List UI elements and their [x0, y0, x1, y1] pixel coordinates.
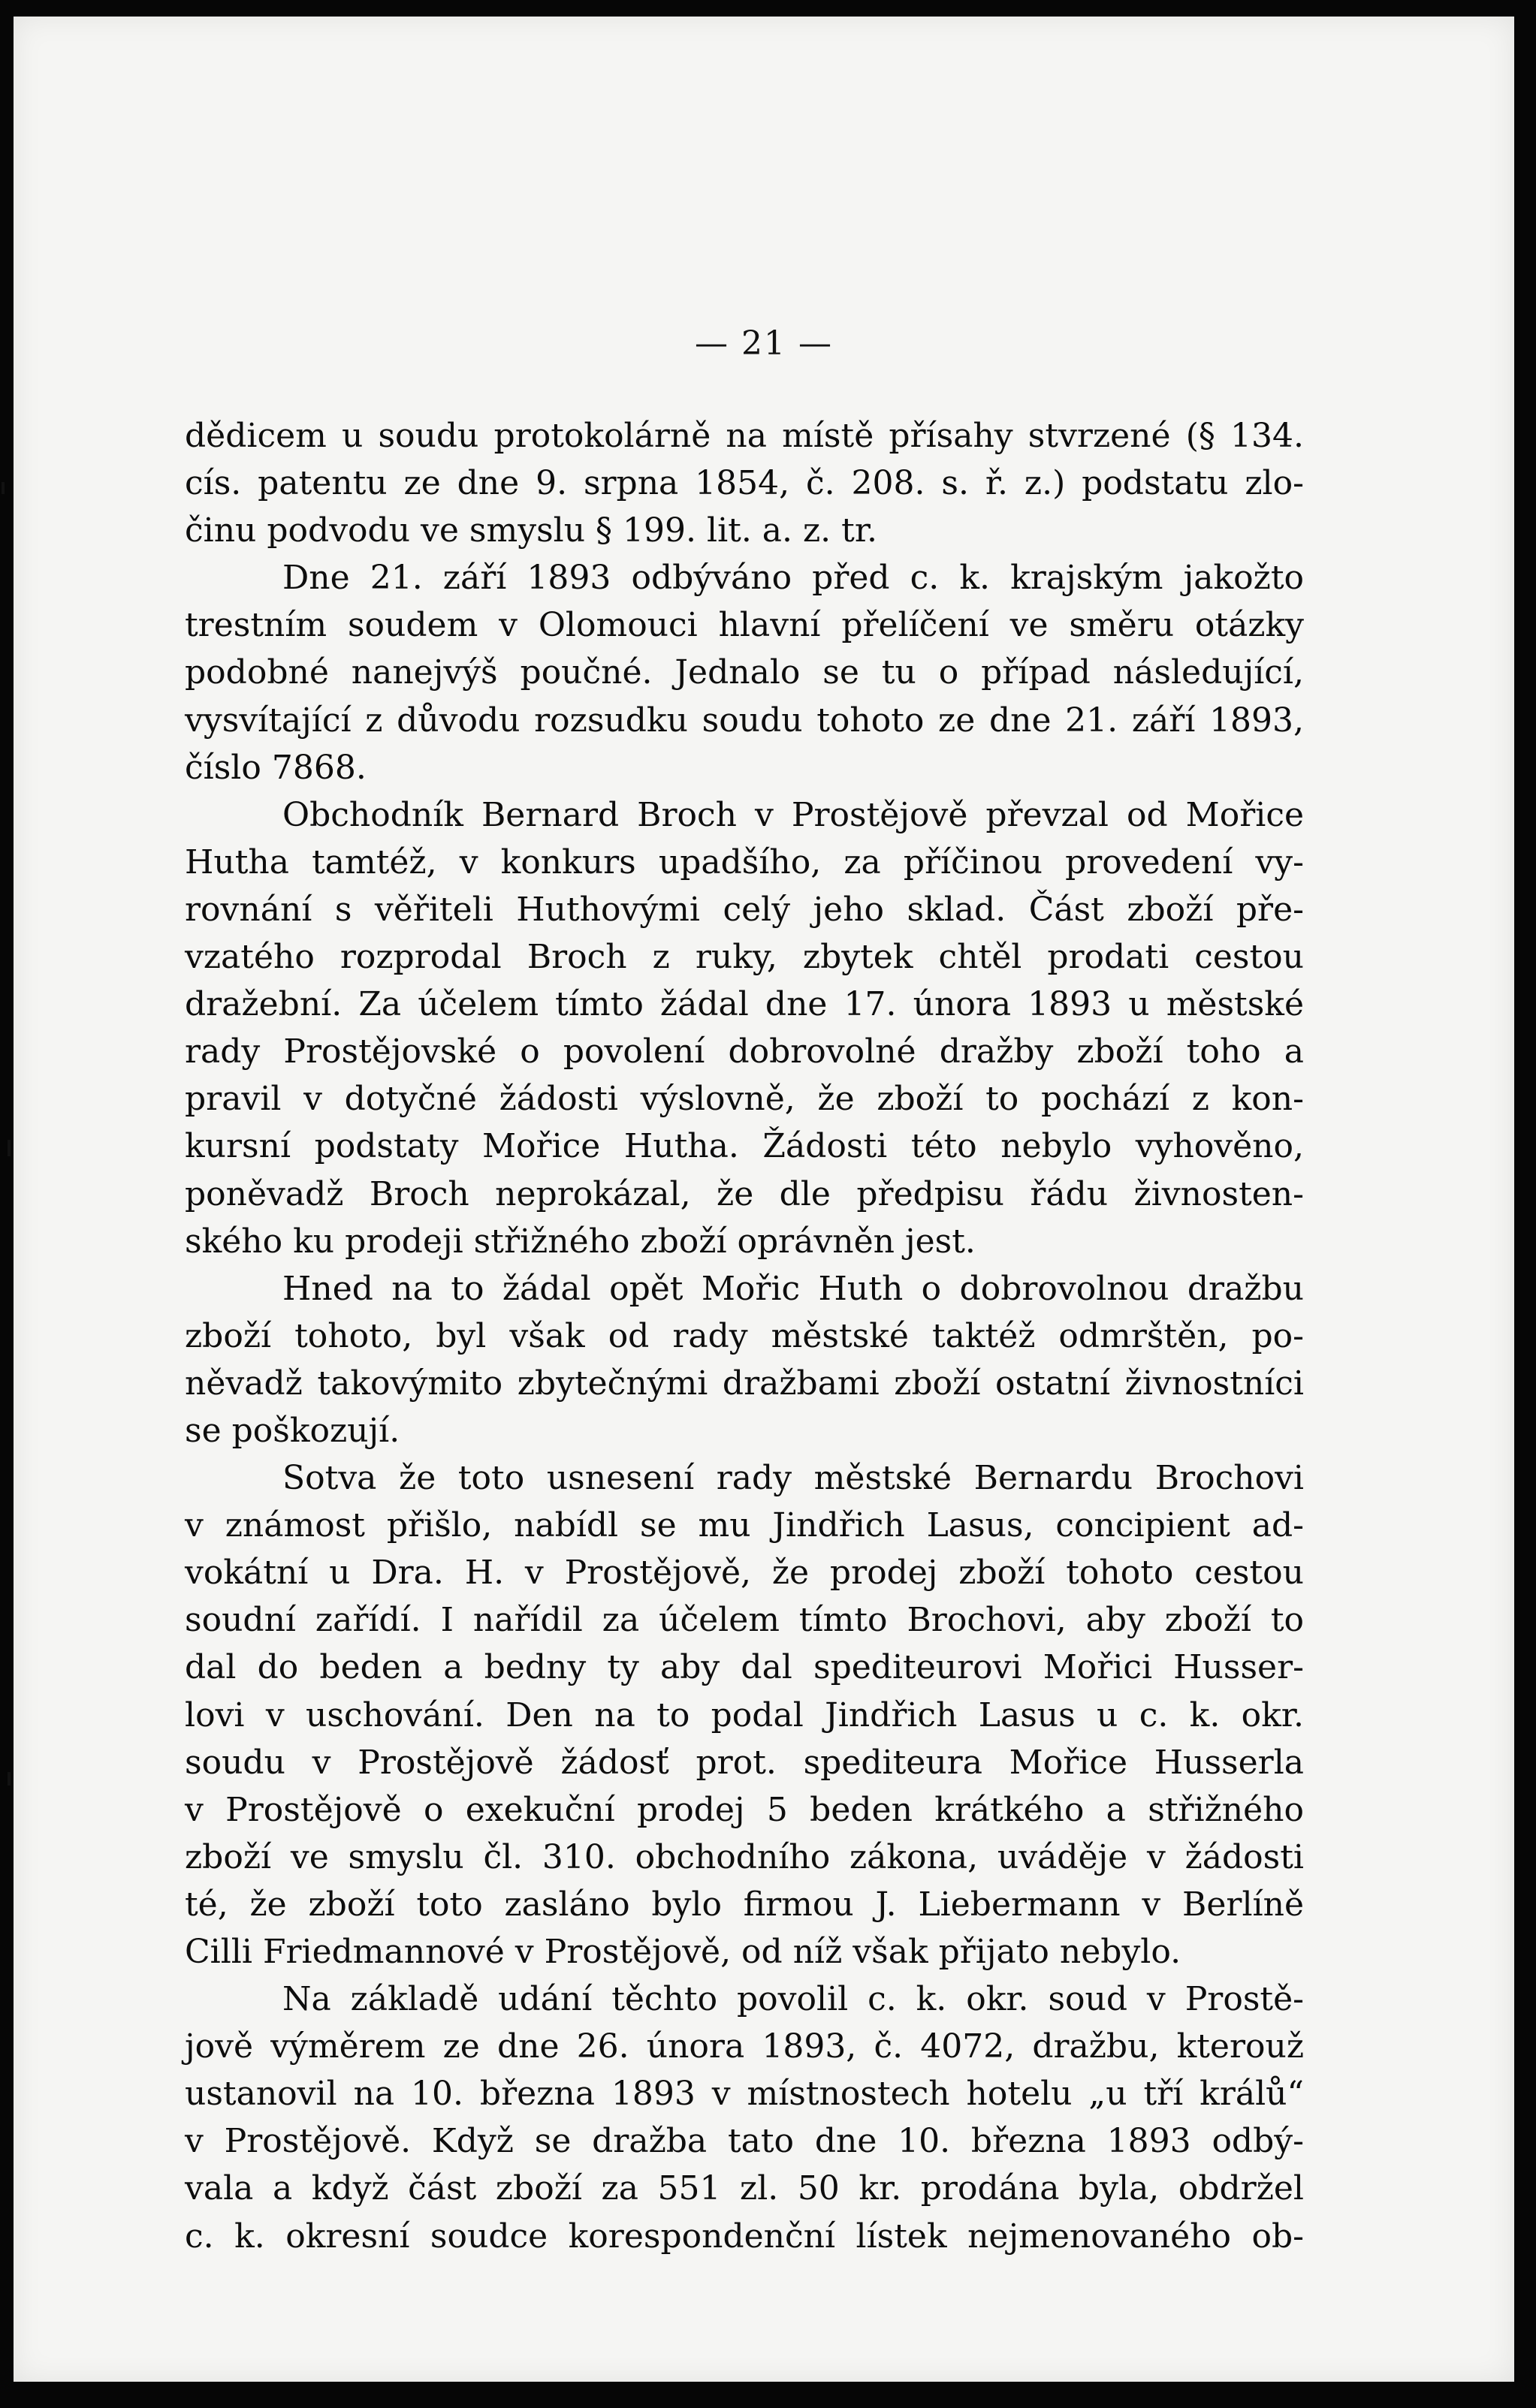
text-line: rady Prostějovské o povolení dobrovolné dražby zboží toho a	[185, 1032, 1304, 1071]
text-line: soudu v Prostějově žádosť prot. spediteura Mořice Husserla	[185, 1743, 1304, 1782]
text-line: v Prostějově o exekuční prodej 5 beden krátkého a střižného	[185, 1790, 1304, 1829]
text-line: Hned na to žádal opět Mořic Huth o dobrovolnou dražbu	[282, 1269, 1304, 1308]
margin-mark	[2, 482, 5, 494]
text-line: dědicem u soudu protokolárně na místě přísahy stvrzené (§ 134.	[185, 417, 1304, 455]
paragraph	[185, 1454, 1304, 1976]
text-line: Dne 21. září 1893 odbýváno před c. k. krajským jakožto	[282, 559, 1304, 598]
text-line: poněvadž Broch neprokázal, že dle předpisu řádu živnosten-	[185, 1174, 1304, 1213]
text-line: soudní zařídí. I nařídil za účelem tímto Brochovi, aby zboží to	[185, 1601, 1304, 1640]
text-line: vokátní u Dra. H. v Prostějově, že prodej zboží tohoto cestou	[185, 1554, 1304, 1593]
paragraph	[185, 791, 1304, 1265]
text-line: trestním soudem v Olomouci hlavní přelíčení ve směru otázky	[185, 606, 1304, 645]
text-line: něvadž takovýmito zbytečnými dražbami zboží ostatní živnostníci	[185, 1364, 1304, 1403]
text-line: Sotva že toto usnesení rady městské Bernardu Brochovi	[282, 1459, 1304, 1498]
text-line: v známost přišlo, nabídl se mu Jindřich Lasus, concipient ad-	[185, 1506, 1304, 1545]
text-line: rovnání s věřiteli Huthovými celý jeho sklad. Část zboží pře-	[185, 890, 1304, 929]
text-line: pravil v dotyčné žádosti výslovně, že zboží to pochází z kon-	[185, 1080, 1304, 1119]
page-number: — 21 —	[695, 324, 833, 363]
text-line: vzatého rozprodal Broch z ruky, zbytek chtěl prodati cestou	[185, 938, 1304, 977]
text-line: ustanovil na 10. března 1893 v místnostech hotelu „u tří králů“	[185, 2075, 1304, 2114]
margin-mark	[8, 1772, 11, 1786]
text-line: zboží ve smyslu čl. 310. obchodního zákona, uváděje v žádosti	[185, 1837, 1304, 1876]
paragraph	[185, 554, 1304, 791]
text-line: té, že zboží toto zasláno bylo firmou J. Liebermann v Berlíně	[185, 1885, 1304, 1924]
paragraph	[185, 1265, 1304, 1454]
book-page	[14, 17, 1514, 2382]
text-line: cís. patentu ze dne 9. srpna 1854, č. 208. s. ř. z.) podstatu zlo-	[185, 464, 1304, 503]
text-line: kursní podstaty Mořice Hutha. Žádosti této nebylo vyhověno,	[185, 1127, 1304, 1166]
text-line: dražební. Za účelem tímto žádal dne 17. února 1893 u městské	[185, 985, 1304, 1024]
paragraph	[185, 1976, 1304, 2260]
text-line: ského ku prodeji střižného zboží oprávněn jest.	[185, 1222, 976, 1261]
text-line: zboží tohoto, byl však od rady městské taktéž odmrštěn, po-	[185, 1316, 1304, 1355]
text-line: podobné nanejvýš poučné. Jednalo se tu o případ následující,	[185, 653, 1304, 692]
margin-mark	[8, 1140, 11, 1156]
text-line: jově výměrem ze dne 26. února 1893, č. 4072, dražbu, kterouž	[185, 2027, 1304, 2066]
text-line: v Prostějově. Když se dražba tato dne 10. března 1893 odbý-	[185, 2122, 1304, 2161]
text-line: činu podvodu ve smyslu § 199. lit. a. z. tr.	[185, 511, 878, 550]
paragraph	[185, 412, 1304, 554]
body-text	[185, 412, 1304, 2260]
text-line: se poškozují.	[185, 1411, 400, 1450]
text-line: vysvítající z důvodu rozsudku soudu tohoto ze dne 21. září 1893,	[185, 701, 1304, 740]
text-line: číslo 7868.	[185, 748, 367, 787]
text-line: Na základě udání těchto povolil c. k. okr. soud v Prostě-	[282, 1980, 1304, 2019]
text-line: vala a když část zboží za 551 zl. 50 kr. prodána byla, obdržel	[185, 2169, 1304, 2208]
text-line: Hutha tamtéž, v konkurs upadšího, za příčinou provedení vy-	[185, 842, 1304, 882]
text-line: lovi v uschování. Den na to podal Jindřich Lasus u c. k. okr.	[185, 1695, 1304, 1734]
text-line: Cilli Friedmannové v Prostějově, od níž však přijato nebylo.	[185, 1933, 1181, 1971]
text-line: dal do beden a bedny ty aby dal spediteurovi Mořici Husser-	[185, 1648, 1304, 1687]
text-line: c. k. okresní soudce korespondenční lístek nejmenovaného ob-	[185, 2217, 1304, 2256]
text-line: Obchodník Bernard Broch v Prostějově převzal od Mořice	[282, 795, 1304, 834]
